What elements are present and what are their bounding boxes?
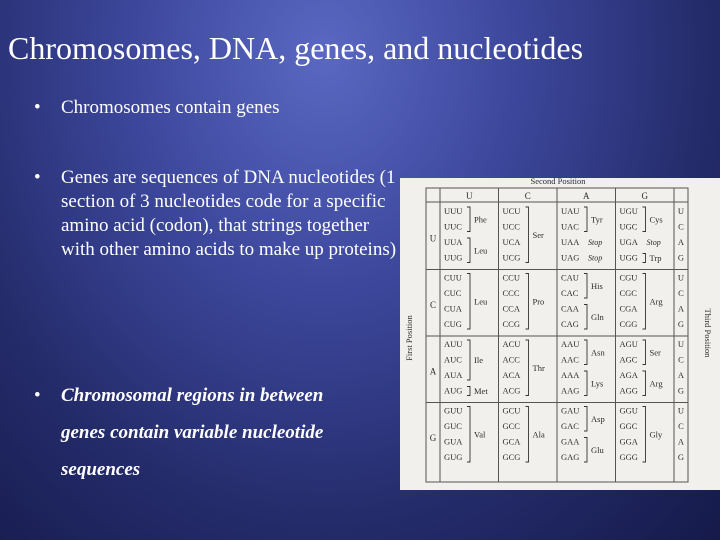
codon-label: GGC xyxy=(619,421,638,431)
codon-label: ACG xyxy=(502,385,521,396)
amino-acid-label: Cys xyxy=(649,214,663,225)
codon-label: UGG xyxy=(619,252,638,263)
codon-label: UGA xyxy=(619,237,638,247)
codon-label: UUU xyxy=(444,206,463,216)
codon-label: UAU xyxy=(561,206,580,216)
first-base-a: A xyxy=(429,366,437,377)
codon-bracket xyxy=(643,254,646,263)
codon-label: GCC xyxy=(502,421,520,431)
third-base-label: G xyxy=(677,252,685,263)
codon-label: UUC xyxy=(444,221,462,232)
stop-codon-label: Stop xyxy=(646,238,661,247)
codon-label: UAG xyxy=(561,252,580,263)
codon-table-diagram xyxy=(400,178,720,490)
codon-bracket xyxy=(584,305,587,330)
codon-label: CCU xyxy=(502,272,520,283)
first-base-g: G xyxy=(429,432,437,443)
third-base-label: C xyxy=(678,421,684,431)
codon-label: AUC xyxy=(444,354,462,365)
codon-label: AGC xyxy=(619,354,638,365)
codon-label: AGA xyxy=(619,370,638,380)
codon-bracket xyxy=(584,371,587,396)
third-base-label: A xyxy=(677,370,685,380)
codon-label: GCA xyxy=(502,436,521,447)
codon-label: CAU xyxy=(561,272,579,283)
third-base-label: G xyxy=(677,319,685,329)
codon-bracket xyxy=(467,207,470,232)
third-base-label: U xyxy=(677,339,685,349)
third-base-label: G xyxy=(677,385,685,396)
codon-label: AGG xyxy=(619,385,638,396)
third-base-label: G xyxy=(677,452,685,462)
third-base-label: U xyxy=(677,206,685,216)
codon-label: UUG xyxy=(444,252,463,263)
third-base-label: C xyxy=(678,221,684,232)
codon-label: UAA xyxy=(561,237,580,247)
codon-label: AAA xyxy=(561,370,580,380)
codon-label: GAG xyxy=(561,452,580,462)
codon-label: CUU xyxy=(444,272,462,283)
bullet-item xyxy=(34,166,399,262)
amino-acid-label: Ser xyxy=(649,347,661,358)
codon-bracket xyxy=(526,340,529,396)
codon-label: GGA xyxy=(619,436,638,447)
codon-label: GCU xyxy=(502,405,521,416)
amino-acid-label: Thr xyxy=(532,362,545,373)
codon-label: UCG xyxy=(502,252,521,263)
codon-label: CAG xyxy=(561,319,579,329)
codon-bracket xyxy=(526,207,529,263)
codon-label: AUU xyxy=(444,339,463,349)
bullet-dot: • xyxy=(34,385,41,406)
column-header-c: C xyxy=(524,191,531,201)
amino-acid-label: Ala xyxy=(532,429,545,440)
codon-label: UCU xyxy=(502,206,521,216)
codon-label: UGC xyxy=(619,221,638,232)
codon-label: CAA xyxy=(561,303,579,314)
codon-label: CGC xyxy=(619,288,637,298)
bullet-item xyxy=(34,377,351,488)
first-base-c: C xyxy=(429,299,437,310)
codon-label: ACC xyxy=(502,354,520,365)
column-header-g: G xyxy=(641,191,648,201)
third-position-label: Third Position xyxy=(703,308,713,358)
codon-bracket xyxy=(584,438,587,463)
codon-bracket xyxy=(584,340,587,365)
bullet-text: Chromosomal regions in between genes contain variable nucleotide sequences xyxy=(61,385,324,480)
column-header-u: U xyxy=(466,191,473,201)
codon-label: GUG xyxy=(444,452,463,462)
codon-label: GCG xyxy=(502,452,521,462)
codon-label: CGU xyxy=(619,272,638,283)
codon-label: GGU xyxy=(619,405,638,416)
codon-bracket xyxy=(643,340,646,365)
codon-bracket xyxy=(643,371,646,396)
amino-acid-label: Gly xyxy=(649,429,663,440)
codon-label: ACU xyxy=(502,339,521,349)
bullet-text: Chromosomes contain genes xyxy=(61,97,280,118)
codon-bracket xyxy=(467,340,470,380)
codon-bracket xyxy=(467,407,470,463)
codon-label: AGU xyxy=(619,339,638,349)
codon-label: AAC xyxy=(561,354,579,365)
codon-label: GAA xyxy=(561,436,580,447)
amino-acid-label: Leu xyxy=(474,245,488,256)
codon-label: GGG xyxy=(619,452,638,462)
amino-acid-label: Leu xyxy=(474,296,488,307)
codon-bracket xyxy=(643,274,646,330)
codon-label: GUU xyxy=(444,405,463,416)
codon-bracket xyxy=(584,274,587,299)
third-base-label: U xyxy=(677,272,685,283)
codon-bracket xyxy=(467,387,470,396)
amino-acid-label: His xyxy=(591,280,603,291)
third-base-label: C xyxy=(678,354,684,365)
codon-label: GAC xyxy=(561,421,579,431)
stop-codon-label: Stop xyxy=(588,238,603,247)
codon-label: CUA xyxy=(444,303,462,314)
third-base-label: A xyxy=(677,303,685,314)
amino-acid-label: Val xyxy=(474,429,486,440)
amino-acid-label: Ile xyxy=(474,355,483,365)
codon-label: CCA xyxy=(502,303,520,314)
amino-acid-label: Asn xyxy=(591,347,605,358)
bullet-dot: • xyxy=(34,167,41,188)
codon-bracket xyxy=(643,407,646,463)
codon-bracket xyxy=(584,407,587,432)
codon-label: GUA xyxy=(444,436,463,447)
codon-label: GUC xyxy=(444,421,462,431)
codon-bracket xyxy=(584,207,587,232)
codon-label: UUA xyxy=(444,237,463,247)
third-base-label: U xyxy=(677,405,685,416)
amino-acid-label: Gln xyxy=(591,311,604,322)
third-base-label: C xyxy=(678,288,684,298)
amino-acid-label: Trp xyxy=(649,253,662,263)
codon-bracket xyxy=(526,407,529,463)
first-base-u: U xyxy=(429,233,437,244)
codon-bracket xyxy=(467,274,470,330)
codon-table-image xyxy=(400,178,720,490)
amino-acid-label: Pro xyxy=(532,296,545,307)
codon-label: CCG xyxy=(502,319,520,329)
third-base-label: A xyxy=(677,436,685,447)
third-base-label: A xyxy=(677,237,685,247)
bullet-item xyxy=(34,96,401,120)
column-header-a: A xyxy=(583,191,590,201)
codon-label: AAG xyxy=(561,385,580,396)
amino-acid-label: Asp xyxy=(591,413,605,424)
codon-label: CGG xyxy=(619,319,638,329)
amino-acid-label: Arg xyxy=(649,296,663,307)
amino-acid-label: Ser xyxy=(532,229,544,240)
amino-acid-label: Met xyxy=(474,386,488,396)
bullet-text: Genes are sequences of DNA nucleotides (1 section of 3 nucleotides code for a specific amino acid (codon), that strings together with other amino acids to make up proteins) xyxy=(61,167,397,260)
amino-acid-label: Arg xyxy=(649,378,663,389)
codon-bracket xyxy=(467,238,470,263)
stop-codon-label: Stop xyxy=(588,253,603,263)
codon-bracket xyxy=(526,274,529,330)
codon-label: UCC xyxy=(502,221,520,232)
second-position-header: Second Position xyxy=(530,178,586,186)
codon-label: CUC xyxy=(444,288,462,298)
amino-acid-label: Tyr xyxy=(591,214,603,225)
first-position-label: First Position xyxy=(404,315,414,361)
codon-bracket xyxy=(643,207,646,232)
codon-label: CCC xyxy=(502,288,520,298)
codon-label: CUG xyxy=(444,319,462,329)
codon-label: AAU xyxy=(561,339,580,349)
codon-label: ACA xyxy=(502,370,521,380)
amino-acid-label: Phe xyxy=(474,214,487,225)
codon-label: UAC xyxy=(561,221,579,232)
slide-title: Chromosomes, DNA, genes, and nucleotides xyxy=(8,30,584,66)
codon-label: CGA xyxy=(619,303,638,314)
bullet-dot: • xyxy=(34,97,41,118)
codon-label: AUA xyxy=(444,370,463,380)
codon-label: UCA xyxy=(502,237,521,247)
codon-label: AUG xyxy=(444,385,463,396)
amino-acid-label: Lys xyxy=(591,378,604,389)
codon-label: CAC xyxy=(561,288,579,298)
codon-label: UGU xyxy=(619,206,638,216)
amino-acid-label: Glu xyxy=(591,444,604,455)
codon-label: GAU xyxy=(561,405,580,416)
